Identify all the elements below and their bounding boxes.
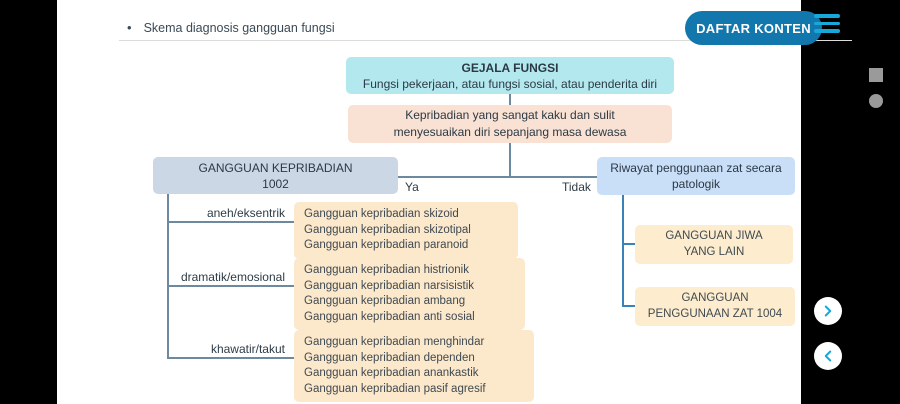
node-gangguan-kepribadian <box>153 157 398 194</box>
list-item: Gangguan kepribadian ambang <box>304 295 466 307</box>
node-gangguan-penggunaan-zat <box>635 287 795 326</box>
next-page-button[interactable] <box>814 297 842 325</box>
cluster-box-aneh <box>294 202 518 259</box>
personality-line2: 1002 <box>262 177 289 191</box>
connector-condition-split <box>509 143 511 177</box>
breadcrumb <box>127 20 335 35</box>
list-item: Gangguan kepribadian skizoid <box>304 208 459 220</box>
bullet-icon: • <box>127 20 132 35</box>
list-item: Gangguan kepribadian anankastik <box>304 367 479 379</box>
system-square-icon <box>869 68 883 82</box>
cluster-box-dramatik <box>294 258 525 330</box>
node-gejala-fungsi <box>346 57 674 94</box>
condition-line1: Kepribadian yang sangat kaku dan sulit <box>405 108 615 122</box>
substance-line1: Riwayat penggunaan zat secara <box>610 161 782 175</box>
node-riwayat-zat <box>597 157 795 195</box>
other-line2: PENGGUNAAN ZAT 1004 <box>647 307 783 320</box>
connector-branch-dramatik <box>167 285 294 287</box>
other-line1: GANGGUAN <box>681 292 749 304</box>
page-title: Skema diagnosis gangguan fungsi <box>143 20 335 35</box>
node-title: GEJALA FUNGSI <box>461 61 559 75</box>
condition-line2: menyesuaikan diri sepanjang masa dewasa <box>393 125 627 139</box>
node-kepribadian-kaku <box>348 105 672 143</box>
connector-root-condition <box>509 94 511 105</box>
list-item: Gangguan kepribadian skizotipal <box>304 223 471 236</box>
node-subtitle: Fungsi pekerjaan, atau fungsi sosial, atau penderita diri <box>362 77 658 91</box>
chevron-right-icon <box>819 302 837 320</box>
connector-branch-penggunaan-zat <box>622 305 635 307</box>
other-line1: GANGGUAN JIWA <box>665 230 763 242</box>
app-screen <box>57 0 811 404</box>
list-item: Gangguan kepribadian menghindar <box>304 336 485 348</box>
branch-label-dramatik: dramatik/emosional <box>180 270 285 284</box>
list-item: Gangguan kepribadian histrionik <box>304 264 469 276</box>
cluster-box-khawatir <box>294 330 534 402</box>
previous-page-button[interactable] <box>814 342 842 370</box>
node-gangguan-jiwa-lain <box>635 225 793 264</box>
connector-split-horizontal <box>398 176 597 178</box>
hamburger-menu-icon[interactable] <box>814 14 840 37</box>
label-tidak: Tidak <box>562 180 591 194</box>
list-item: Gangguan kepribadian dependen <box>304 351 475 364</box>
personality-line1: GANGGUAN KEPRIBADIAN <box>198 161 353 175</box>
label-ya: Ya <box>405 180 419 194</box>
substance-line2: patologik <box>671 177 721 191</box>
connector-substance-tree <box>622 195 624 306</box>
list-item: Gangguan kepribadian anti sosial <box>304 310 475 323</box>
branch-label-aneh: aneh/eksentrik <box>206 206 285 220</box>
list-item: Gangguan kepribadian paranoid <box>304 239 469 251</box>
system-dot-icon <box>869 94 883 108</box>
list-item: Gangguan kepribadian narsisistik <box>304 279 475 292</box>
connector-branch-aneh <box>167 221 294 223</box>
chevron-left-icon <box>819 347 837 365</box>
connector-branch-khawatir <box>167 357 294 359</box>
list-item: Gangguan kepribadian pasif agresif <box>304 382 486 395</box>
connector-branch-jiwa-lain <box>622 243 635 245</box>
daftar-konten-button[interactable]: DAFTAR KONTEN <box>685 11 822 45</box>
other-line2: YANG LAIN <box>683 245 745 258</box>
branch-label-khawatir: khawatir/takut <box>210 342 285 356</box>
